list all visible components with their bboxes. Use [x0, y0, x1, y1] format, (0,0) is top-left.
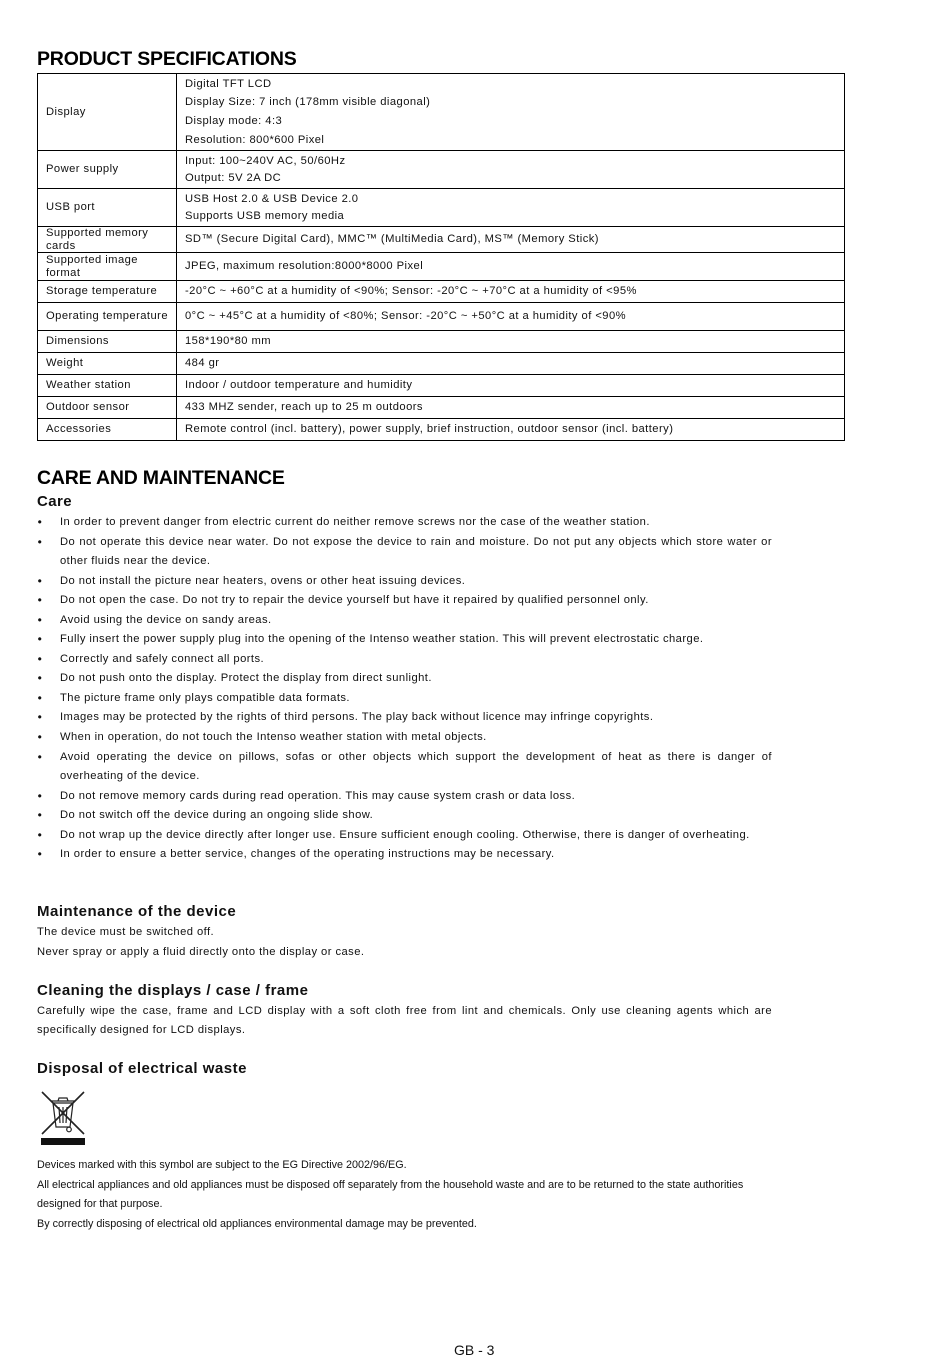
bullet-icon: • — [37, 671, 43, 686]
bullet-icon: • — [37, 651, 43, 666]
spec-label: Storage temperature — [38, 281, 177, 303]
spec-value — [177, 281, 845, 303]
spec-value — [177, 303, 845, 331]
care-item-text: Avoid operating the device on pillows, sofas or other objects which support the development of heat as there is danger of overheating of the device. — [60, 750, 772, 783]
disposal-line-3: By correctly disposing of electrical old appliances environmental damage may be prevented. — [37, 1217, 477, 1230]
disposal-line-2: All electrical appliances and old appliances must be disposed off separately from the household waste and are to be returned to the state authorities designed for that purpose. — [37, 1178, 744, 1210]
spec-value-line: SD™ (Secure Digital Card), MMC™ (MultiMedia Card), MS™ (Memory Stick) — [185, 233, 599, 246]
spec-value-line: Display Size: 7 inch (178mm visible diagonal) — [185, 96, 431, 109]
care-item-text: Do not operate this device near water. Do not expose the device to rain and moisture. Do not put any objects which store water or other fluids near the device. — [60, 535, 772, 568]
page-number: GB - 3 — [454, 1342, 495, 1358]
disposal-heading: Disposal of electrical waste — [37, 1060, 247, 1077]
spec-value-line: 484 gr — [185, 357, 220, 370]
spec-value-line: Resolution: 800*600 Pixel — [185, 133, 325, 146]
care-list-item — [37, 572, 772, 592]
spec-label: Dimensions — [38, 331, 177, 353]
spec-value — [177, 375, 845, 397]
care-item-text: Avoid using the device on sandy areas. — [60, 613, 272, 626]
care-item-text: Fully insert the power supply plug into the opening of the Intenso weather station. This will prevent electrostatic charge. — [60, 633, 704, 646]
care-item-text: Do not wrap up the device directly after longer use. Ensure sufficient enough cooling. Otherwise, there is danger of overheating. — [60, 828, 750, 841]
spec-value — [177, 151, 845, 189]
spec-label: Display — [38, 74, 177, 151]
spec-label: USB port — [38, 189, 177, 227]
bullet-icon: • — [37, 690, 43, 705]
spec-row — [38, 353, 845, 375]
bullet-icon: • — [37, 632, 43, 647]
care-item-text: Do not push onto the display. Protect the display from direct sunlight. — [60, 672, 432, 685]
spec-value-line: -20°C ~ +60°C at a humidity of <90%; Sensor: -20°C ~ +70°C at a humidity of <95% — [185, 285, 637, 298]
spec-label: Accessories — [38, 419, 177, 441]
spec-row — [38, 331, 845, 353]
spec-row — [38, 74, 845, 151]
care-item-text: The picture frame only plays compatible data formats. — [60, 691, 350, 704]
maintenance-line-2: Never spray or apply a fluid directly onto the display or case. — [37, 945, 365, 958]
care-list-item — [37, 708, 772, 728]
care-list-item — [37, 845, 772, 865]
care-list-item — [37, 591, 772, 611]
care-item-text: Do not switch off the device during an ongoing slide show. — [60, 809, 374, 822]
care-item-text: Do not install the picture near heaters, ovens or other heat issuing devices. — [60, 574, 466, 587]
spec-row — [38, 253, 845, 281]
spec-row — [38, 227, 845, 253]
spec-row — [38, 281, 845, 303]
bullet-icon: • — [37, 730, 43, 745]
care-list-item — [37, 650, 772, 670]
spec-value — [177, 74, 845, 151]
spec-label: Weather station — [38, 375, 177, 397]
bullet-icon: • — [37, 827, 43, 842]
spec-value — [177, 253, 845, 281]
bullet-icon: • — [37, 749, 43, 764]
care-list-item — [37, 806, 772, 826]
care-list-item — [37, 533, 772, 572]
spec-row — [38, 419, 845, 441]
spec-value-line: Digital TFT LCD — [185, 77, 272, 90]
maintenance-line-1: The device must be switched off. — [37, 926, 215, 938]
care-heading: Care — [37, 493, 72, 510]
spec-value-line: 0°C ~ +45°C at a humidity of <80%; Sensor: -20°C ~ +50°C at a humidity of <90% — [185, 310, 627, 323]
bullet-icon: • — [37, 710, 43, 725]
spec-label: Weight — [38, 353, 177, 375]
bullet-icon: • — [37, 612, 43, 627]
spec-value-line: Input: 100~240V AC, 50/60Hz — [185, 155, 346, 167]
care-item-text: Correctly and safely connect all ports. — [60, 652, 265, 665]
bullet-icon: • — [37, 788, 43, 803]
specifications-table — [37, 73, 845, 441]
spec-label: Outdoor sensor — [38, 397, 177, 419]
spec-value — [177, 353, 845, 375]
care-list-item — [37, 630, 772, 650]
care-list-item — [37, 826, 772, 846]
care-list-item — [37, 611, 772, 631]
spec-value-line: Remote control (incl. battery), power supply, brief instruction, outdoor sensor (incl. battery) — [185, 423, 674, 436]
care-item-text: In order to ensure a better service, changes of the operating instructions may be necessary. — [60, 848, 555, 861]
care-list-item — [37, 748, 772, 787]
bullet-icon: • — [37, 847, 43, 862]
care-list-item — [37, 787, 772, 807]
care-item-text: Images may be protected by the rights of third persons. The play back without licence may infringe copyrights. — [60, 711, 654, 724]
bullet-icon: • — [37, 808, 43, 823]
disposal-line-1: Devices marked with this symbol are subject to the EG Directive 2002/96/EG. — [37, 1159, 407, 1171]
care-list — [37, 513, 772, 865]
spec-value — [177, 331, 845, 353]
care-item-text: When in operation, do not touch the Intenso weather station with metal objects. — [60, 731, 487, 744]
spec-value-line: Output: 5V 2A DC — [185, 171, 282, 184]
spec-label: Power supply — [38, 151, 177, 189]
product-specifications-heading: PRODUCT SPECIFICATIONS — [37, 48, 297, 70]
care-list-item — [37, 728, 772, 748]
care-item-text: Do not open the case. Do not try to repair the device yourself but have it repaired by qualified personnel only. — [60, 594, 649, 607]
spec-label: Supported memory cards — [38, 227, 177, 253]
cleaning-text: Carefully wipe the case, frame and LCD display with a soft cloth free from lint and chemicals. Only use cleaning agents which are specifically designed for LCD displays. — [37, 1004, 772, 1036]
spec-row — [38, 303, 845, 331]
care-list-item — [37, 669, 772, 689]
spec-value — [177, 227, 845, 253]
spec-row — [38, 189, 845, 227]
bullet-icon: • — [37, 573, 43, 588]
spec-row — [38, 151, 845, 189]
bullet-icon: • — [37, 593, 43, 608]
spec-value-line: Display mode: 4:3 — [185, 115, 283, 127]
crossed-out-wheelie-bin-icon — [38, 1088, 88, 1146]
spec-row — [38, 375, 845, 397]
spec-row — [38, 397, 845, 419]
care-item-text: In order to prevent danger from electric current do neither remove screws nor the case of the weather station. — [60, 516, 650, 528]
spec-value-line: Supports USB memory media — [185, 209, 345, 222]
care-item-text: Do not remove memory cards during read operation. This may cause system crash or data loss. — [60, 789, 576, 802]
spec-label: Supported image format — [38, 253, 177, 281]
spec-value — [177, 189, 845, 227]
cleaning-heading: Cleaning the displays / case / frame — [37, 982, 309, 999]
maintenance-heading: Maintenance of the device — [37, 903, 237, 920]
spec-value-line: JPEG, maximum resolution:8000*8000 Pixel — [185, 260, 424, 273]
care-and-maintenance-heading: CARE AND MAINTENANCE — [37, 467, 285, 489]
spec-value-line: 433 MHZ sender, reach up to 25 m outdoors — [185, 401, 423, 414]
spec-label: Operating temperature — [38, 303, 177, 331]
spec-value-line: 158*190*80 mm — [185, 335, 272, 348]
spec-value — [177, 397, 845, 419]
spec-value-line: USB Host 2.0 & USB Device 2.0 — [185, 193, 359, 205]
spec-value — [177, 419, 845, 441]
bullet-icon: • — [37, 534, 43, 549]
care-list-item — [37, 689, 772, 709]
spec-value-line: Indoor / outdoor temperature and humidity — [185, 379, 413, 392]
bullet-icon: • — [37, 515, 43, 529]
care-list-item — [37, 513, 772, 533]
disposal-text — [37, 1156, 777, 1234]
